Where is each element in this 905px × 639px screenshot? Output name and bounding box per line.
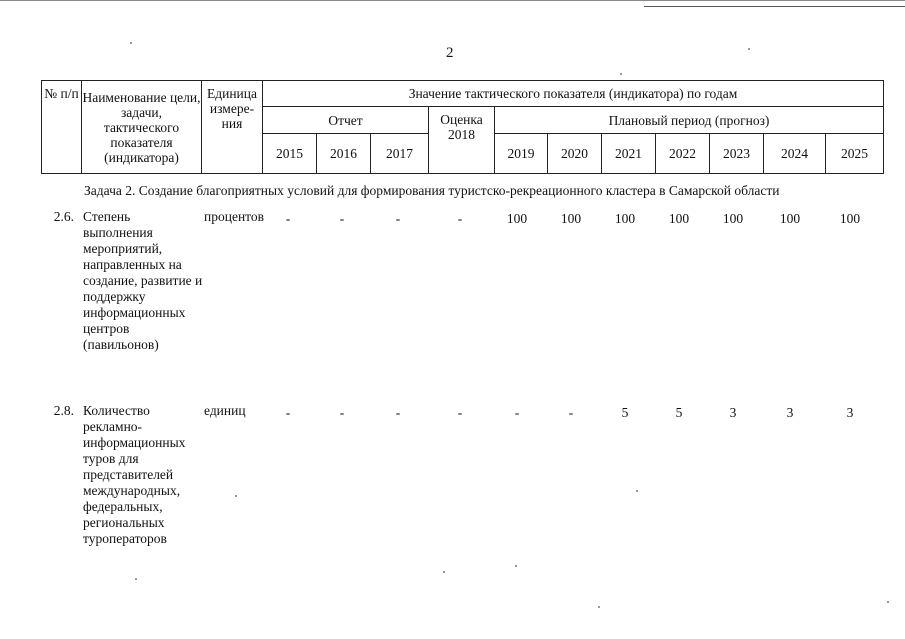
scan-rule-line (644, 6, 905, 7)
table-cell: - (395, 405, 401, 420)
table-cell: - (395, 211, 401, 226)
table-cell: - (457, 405, 463, 420)
header-unit: Единица измере-ния (202, 81, 263, 174)
scan-speck (620, 73, 622, 75)
scan-speck (887, 601, 889, 603)
table-cell: 5 (675, 405, 683, 420)
table-cell: 3 (729, 405, 737, 420)
scan-speck (130, 42, 132, 44)
table-cell: - (568, 405, 574, 420)
header-year: 2020 (548, 134, 602, 174)
header-report: Отчет (263, 107, 429, 134)
row-unit: процентов (204, 209, 265, 224)
scan-speck (748, 48, 750, 50)
scan-speck (235, 495, 237, 497)
header-values-title: Значение тактического показателя (индикатора) по годам (263, 81, 884, 107)
table-cell: 100 (614, 211, 636, 226)
row-unit: единиц (204, 403, 246, 418)
task-title: Задача 2. Создание благоприятных условий для формирования туристско-рекреационного кластера в Самарской области (84, 183, 780, 198)
scan-edge-line (0, 0, 905, 1)
table-cell: - (457, 211, 463, 226)
table-cell: 3 (786, 405, 794, 420)
scan-speck (636, 490, 638, 492)
page-number: 2 (446, 45, 454, 61)
header-year: 2021 (602, 134, 656, 174)
header-estimate: Оценка 2018 (429, 107, 495, 174)
table-cell: - (339, 211, 345, 226)
header-year: 2016 (317, 134, 371, 174)
header-year: 2015 (263, 134, 317, 174)
table-cell: 100 (722, 211, 744, 226)
indicator-table-header (41, 80, 884, 174)
header-year: 2023 (710, 134, 764, 174)
header-year: 2017 (371, 134, 429, 174)
table-cell: 5 (621, 405, 629, 420)
table-cell: 3 (846, 405, 854, 420)
header-plan: Плановый период (прогноз) (495, 107, 884, 134)
table-cell: - (285, 405, 291, 420)
scan-speck (515, 565, 517, 567)
row-number: 2.8. (53, 403, 74, 418)
scan-speck (135, 578, 137, 580)
table-cell: - (339, 405, 345, 420)
table-cell: - (285, 211, 291, 226)
row-name: Степень выполнения мероприятий, направленных на создание, развитие и поддержку информационных центров (павильонов) (83, 209, 203, 352)
header-name: Наименование цели, задачи, тактического показателя (индикатора) (82, 81, 202, 174)
table-cell: 100 (506, 211, 528, 226)
row-name: Количество рекламно-информационных туров для представителей международных, федеральных, региональных туроператоров (83, 403, 186, 546)
table-cell: 100 (839, 211, 861, 226)
scan-speck (598, 606, 600, 608)
scan-speck (443, 571, 445, 573)
table-cell: - (514, 405, 520, 420)
header-year: 2019 (495, 134, 548, 174)
table-cell: 100 (668, 211, 690, 226)
header-num: № п/п (42, 81, 82, 174)
row-number: 2.6. (53, 209, 74, 224)
table-cell: 100 (560, 211, 582, 226)
header-year: 2022 (656, 134, 710, 174)
table-cell: 100 (779, 211, 801, 226)
header-year: 2024 (764, 134, 826, 174)
header-year: 2025 (826, 134, 884, 174)
